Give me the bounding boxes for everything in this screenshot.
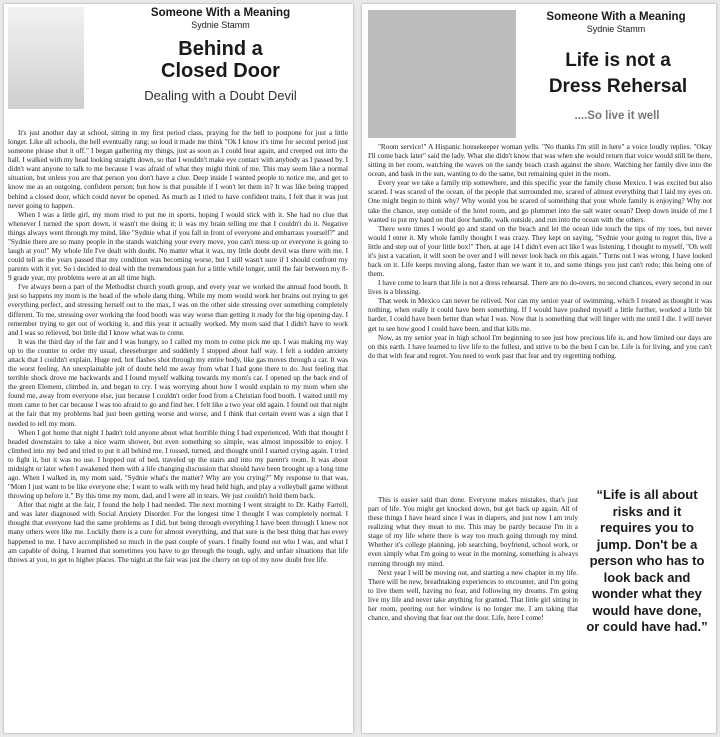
- title-line-2: Closed Door: [161, 60, 280, 82]
- pull-quote: “Life is all about risks and it requires you to jump. Don't be a person who has to look back and wonder what they would have done, or could have had.”: [586, 487, 708, 634]
- title-line-2: Dress Rehersal: [548, 76, 688, 97]
- paragraph: When I got home that night I hadn't told anyone about what horrible thing I had experienced. With that thought I headed downstairs to take a nice warm shower, but even something so simple, was almost impossible to enjoy. I climbed into my bed and tried to put it all behind me. I tossed, turned, and thought until I started crying again. I tried to fight it, but it was no use. I hopped out of bed, traveled up the stairs and into my parent's room. It was about midnight or later when I awakened them with a life changing discussion that should have been brought up a long time ago. When I walked in, my mom said, "Sydnie what's the matter? Why are you crying?" My response to that was, "Mom I just want to be like everyone else; I want to walk with my head held high, and play a volleyball game without throwing up before it." By this time my mom, dad, and I were all in tears. We just couldn't hold them back.: [8, 428, 348, 501]
- author-photo: [368, 10, 516, 138]
- article-subtitle: Dealing with a Doubt Devil: [144, 88, 297, 103]
- column-title: Someone With a Meaning: [150, 7, 291, 19]
- masthead: [516, 11, 716, 34]
- paragraph: After that night at the fair, I found the help I had needed. The next morning I went straight to Dr. Kathy Farrell, and was later diagnosed with Social Anxiety Disorder. For the longest time I thought I was completely normal. I thought that everyone had the same problems as I did, but being through everything I have been through I knew not many others were like me. Luckily there is a cure for almost everything, and that sure is the best thing that has every happened to me. I have accomplished so much in the past couple of years. I finally found out who I was, and what I am capable of doing. I learned that sometimes you have to go through the tough, ugly, and unfair situations that life throws at you, to get to higher places. The night at the fair was just the cherry on top of my now doubt free life.: [8, 501, 348, 564]
- paragraph: This is easier said than done. Everyone makes mistakes, that's just part of life. You might get knocked down, but get back up again. All of these things I have heard since I was in diapers, and just now I am truly realizing what they mean to me. This may be partly because I'm in a stage of my life where there is way too much going through my mind. Whether it's college planning, job searching, boyfriend, school work, or even simply what I'm going to wear in the morning, something is always running through my mind.: [368, 496, 578, 568]
- article-body: [8, 129, 348, 565]
- paragraph: When I was a little girl, my mom tried to put me in sports, hoping I would stick with it. She had no clue that whenever I turned the sport down, it wasn't me doing it; it was my brain telling me that I couldn't do it. Negative things always went through my mind, like "Sydnie what if you fall in front of everyone and embarrass yourself?" and "Sydnie there are so many people in the stands watching your every move, you can't mess up or everyone is going to laugh at you!" My whole life I've dealt with doubt. No matter what it was, my little doubt devil was there with me. I could tell as the years passed that my condition was becoming worse, but I still wasn't sure if I should confront my parents with it yet. So i decided to deal with the tremendous pain for a little while longer, until the fair between my 8-9 grade year, my problems were at an all time high.: [8, 210, 348, 283]
- right-article-page: [362, 4, 716, 733]
- author-photo: [8, 7, 84, 109]
- article-title: [88, 38, 353, 82]
- paragraph: It's just another day at school, sitting in my first period class, praying for the bell to postpone for just a little longer. Like all schools, the bell eventually rang; so loud it made me think "Ok I know it's time for second period just someone please shut it off." I began gathering my things, just as soon as I could hear again, and creeped out into the hall. I walked with my head looking straight down, so that I wouldn't make eye contact with anybody as I passed by. I didn't want anyone to talk to me because I was afraid of what they might think of me. This may seem like a normal situation, but unless you are that person you don't have a clue. Deep inside I wanted people to notice me, and get to know me as an outgoing, confident person; but how is that possible if I won't let them in? It was like being trapped behind a closed door, which could never be opened. As much as I tried to have confident traits, I felt that it was just never going to happen.: [8, 129, 348, 210]
- paragraph: That week in Mexico can never be relived. Nor can my senior year of swimming, which I treated as thought it was nothing, when really it could have been something. If I would have pushed myself a little further, worked a little bit harder, I could have been better than what I was. Now that is something that will linger with me until I die. I will never get to see how good I could have been, and that kills me.: [368, 297, 712, 333]
- paragraph: I have come to learn that life is not a dress rehearsal. There are no do-overs, no second chances, every second in our lives is a blessing.: [368, 279, 712, 297]
- paragraph: Next year I will be moving out, and starting a new chapter in my life. There will be new, breathtaking experiences to encounter, and I'm going to live them well, having no fear, and following my dreams. I'm going live my life and never take anything for granted. That little girl sitting in her room, peering out her window is no longer me. I am taking that chance, and shoving that fear out the door. Life, here I come!: [368, 568, 578, 623]
- left-article-page: [4, 4, 353, 733]
- paragraph: "Room service!" A Hispanic housekeeper woman yells. "No thanks I'm still in here" a voice loudly replies. "Okay I'll come back later" said the lady. What she didn't know that was when she would return that voice would still be there, sitting in her room, watching the waves on the sandy beach crash against the shore. Watching her family dive into the ocean, and bask in the sun, wanting to do the same, but remaining quiet in the room.: [368, 143, 712, 179]
- paragraph: It was the third day of the fair and I was hungry, so I called my mom to come pick me up. I was making my way up to the counter to order my usual, cheeseburger and suddenly I stopped about half way. I felt a sudden anxiety attack that I couldn't explain. Huge red, hot flashes shot through my entire body, like gas moves through a car. It was the worst feeling. An unexplainable jolt of doubt held me away from what I had gone there to do. Just feeling that terrible shock drove me backwards and I found myself walking towards my mom's car. I opened up the back end of the green Element, climbed in, and began to cry. I was worrying about how I would explain to my mom when she found me, away from everyone else, just because I couldn't order food from a Christian food booth. I waited until my mom came to her car because I was too afraid to go and find her. I felt like a two year old again. I found out that night at the fair that my problems had just been getting worse and worse, and I think that certain event was a sign that I needed to tell my mom.: [8, 337, 348, 428]
- author-name: Sydnie Stamm: [191, 20, 250, 30]
- column-title: Someone With a Meaning: [546, 11, 686, 23]
- article-body: [368, 143, 712, 361]
- masthead: [88, 7, 353, 30]
- article-title: [518, 48, 716, 100]
- title-line-1: Life is not a: [565, 50, 671, 71]
- paragraph: Every year we take a family trip somewhere, and this specific year the family chose Mexico. I was excited but also scared. I was scared of the ocean, of the people that surrounded me, scared of almost everything that I laid my eyes on. One might begin to think why? Why would you be scared of something that your whole family is enjoying? Why not take the chance, step outside of the hotel room, and go plummet into the salt water ocean? Deep down inside of me I wanted to put my hand on that door handle, walk outside, and run into the ocean with the others.: [368, 179, 712, 224]
- paragraph: Now, as my senior year in high school I'm beginning to see just how precious life is, and how limited our days are on this earth. I have learned to live life to the fullest, and strive to be the best I can be. Life is for living, and you can't do that with fear and regret. You need to work past that fear and try regretting nothing.: [368, 333, 712, 360]
- article-subtitle: ....So live it well: [574, 110, 660, 122]
- paragraph: There were times I would go and stand on the beach and let the ocean tide touch the tips of my toes, but never would I enter it. My whole family thought I was crazy. They kept on saying, "Sydnie your going to regret this, live a little and step out of your little box!" Then, at age 14 I didn't even act like I was listening. I thought to myself, "Oh well it's just a vacation, it will soon be over and I will never look back on this again." Turns out I was wrong, I have looked back on it. Life keeps moving along, faster than we want it to, and some things you just can't redo; this being one of them.: [368, 224, 712, 279]
- paragraph: I've always been a part of the Methodist church youth group, and every year we worked the annual food booth. It just so happens my mom is the head of the whole dang thing. While my mom would work her brains out trying to get everything perfect, and stressing herself out to the max, I was on the other side stressing over something completely different. To me, stressing over working the food booth was way worse than getting it ready for the big opening day. I remember trying to get out of working it, and this year it actually worked. My mom said that I didn't have to work and I was so relieved, but little did I know what was to come.: [8, 283, 348, 337]
- title-line-1: Behind a: [178, 38, 263, 60]
- article-body-lower: [368, 496, 578, 623]
- author-name: Sydnie Stamm: [586, 24, 646, 34]
